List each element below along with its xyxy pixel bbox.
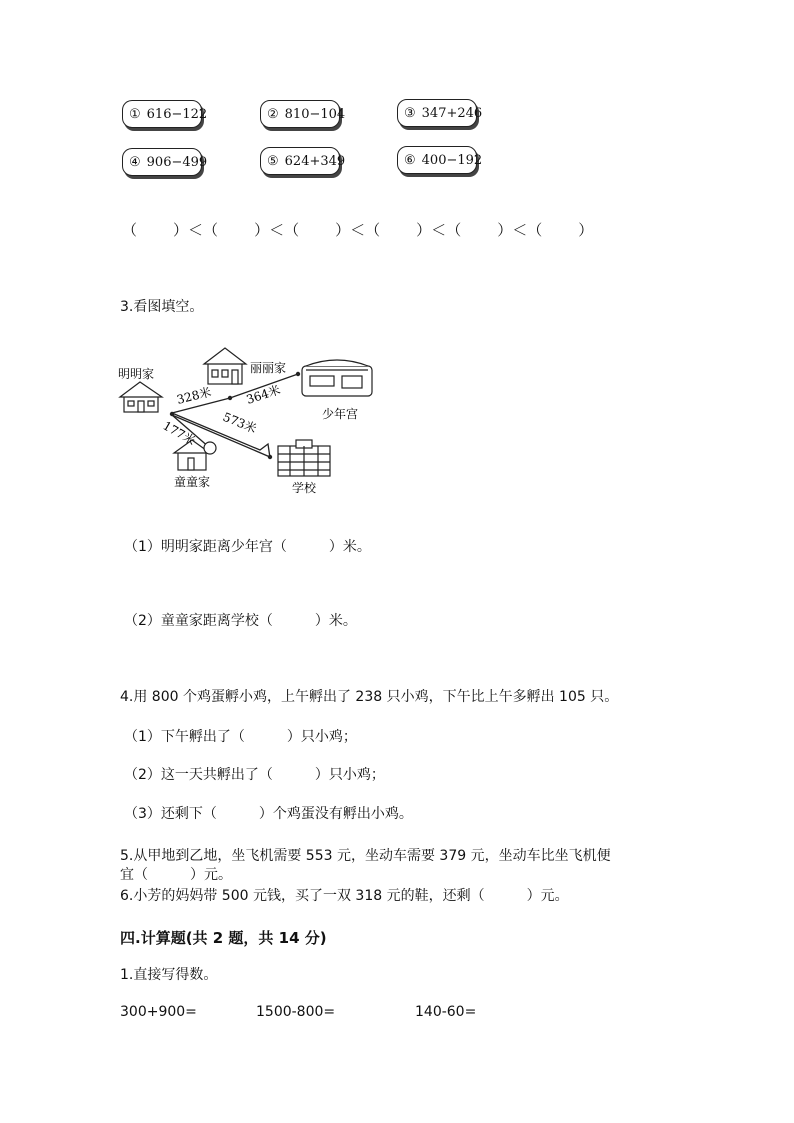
question-3-sub-2: （2）童童家距离学校（ ）米。	[124, 613, 357, 629]
card-expression: 810−104	[284, 106, 346, 122]
less-than-sign: ＜	[512, 221, 528, 239]
distance-map	[110, 340, 390, 500]
label-distance-364: 364米	[244, 382, 283, 407]
label-tongtong: 童童家	[174, 475, 211, 489]
paren-open: （	[527, 221, 543, 239]
paren-open: （	[203, 221, 219, 239]
question-4-sub-3: （3）还剩下（ ）个鸡蛋没有孵出小鸡。	[124, 806, 413, 822]
paren-close: ）	[335, 221, 351, 239]
mingming-house-icon	[120, 382, 162, 412]
label-mingming: 明明家	[118, 367, 155, 381]
question-4-title: 4.用 800 个鸡蛋孵小鸡，上午孵出了 238 只小鸡，下午比上午多孵出 105 只。	[120, 689, 619, 705]
question-5-line-2: 宜（ ）元。	[120, 867, 232, 883]
label-school: 学校	[292, 481, 317, 495]
card-number: ③	[404, 105, 416, 121]
less-than-sign: ＜	[188, 221, 204, 239]
card-number: ⑥	[404, 152, 416, 168]
card-expression: 624+349	[284, 153, 346, 169]
question-3-sub-1: （1）明明家距离少年宫（ ）米。	[124, 539, 371, 555]
expression-card-2	[260, 100, 346, 128]
calc-item-1: 300+900=	[120, 1004, 197, 1020]
question-4-sub-1: （1）下午孵出了（ ）只小鸡；	[124, 729, 357, 745]
label-distance-328: 328米	[175, 384, 213, 407]
expression-card-4	[122, 148, 208, 176]
card-expression: 347+246	[421, 105, 483, 121]
expression-card-1	[122, 100, 208, 128]
label-shaoniangong: 少年宫	[322, 407, 359, 421]
school-icon	[278, 440, 330, 476]
question-4-sub-2: （2）这一天共孵出了（ ）只小鸡；	[124, 767, 385, 783]
card-number: ④	[129, 154, 141, 170]
expression-card-3	[397, 99, 483, 127]
paren-close: ）	[497, 221, 513, 239]
paren-open: （	[365, 221, 381, 239]
label-distance-573: 573米	[220, 409, 259, 436]
less-than-sign: ＜	[269, 221, 285, 239]
tongtong-house-icon	[174, 440, 216, 470]
calc-question-1-title: 1.直接写得数。	[120, 967, 218, 983]
paren-close: ）	[416, 221, 432, 239]
card-expression: 616−122	[146, 106, 208, 122]
youth-palace-icon	[302, 360, 372, 396]
card-number: ②	[267, 106, 279, 122]
label-distance-177: 177米	[160, 418, 198, 449]
card-number: ⑤	[267, 153, 279, 169]
expression-card-6	[397, 146, 483, 174]
question-5-line-1: 5.从甲地到乙地，坐飞机需要 553 元，坐动车需要 379 元，坐动车比坐飞机便	[120, 848, 611, 864]
ordering-blanks-row	[122, 219, 593, 240]
question-6: 6.小芳的妈妈带 500 元钱，买了一双 318 元的鞋，还剩（ ）元。	[120, 888, 569, 904]
expression-card-5	[260, 147, 346, 175]
paren-open: （	[446, 221, 462, 239]
lili-house-icon	[204, 348, 246, 384]
less-than-sign: ＜	[350, 221, 366, 239]
less-than-sign: ＜	[431, 221, 447, 239]
card-number: ①	[129, 106, 141, 122]
calc-item-2: 1500-800=	[256, 1004, 336, 1020]
section-4-title: 四.计算题(共 2 题，共 14 分)	[120, 929, 327, 947]
card-expression: 400−192	[421, 152, 483, 168]
paren-open: （	[122, 221, 138, 239]
question-3-title: 3.看图填空。	[120, 299, 204, 315]
card-expression: 906−499	[146, 154, 208, 170]
paren-open: （	[284, 221, 300, 239]
label-lili: 丽丽家	[250, 361, 287, 375]
paren-close: ）	[254, 221, 270, 239]
paren-close: ）	[578, 221, 594, 239]
paren-close: ）	[173, 221, 189, 239]
calc-item-3: 140-60=	[415, 1004, 477, 1020]
